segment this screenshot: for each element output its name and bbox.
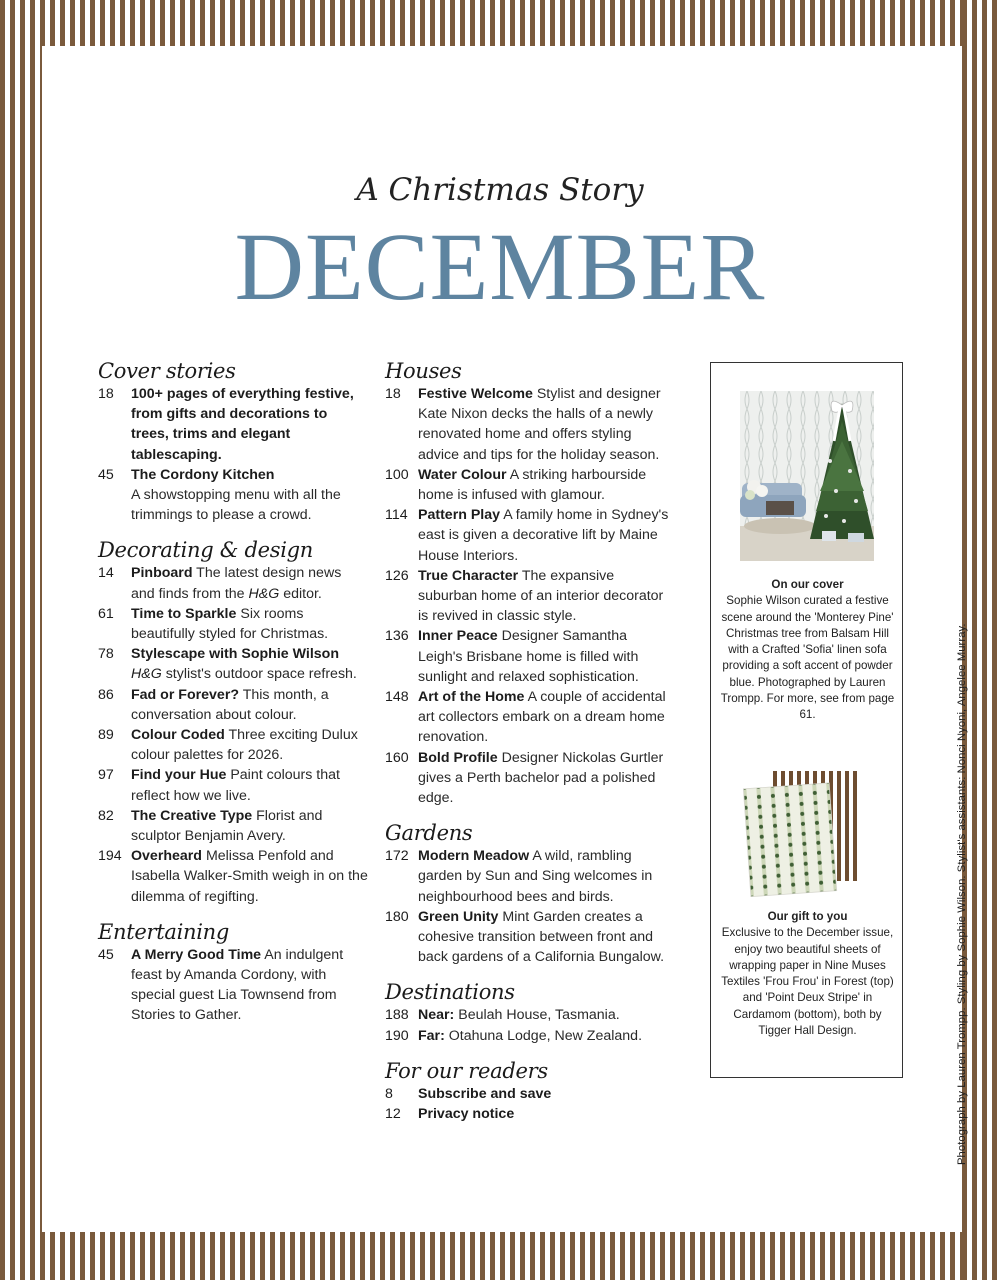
page-number: 100 [385,466,409,483]
entry-head: Art of the Home [418,689,525,706]
list-item[interactable] [385,748,675,809]
entry-body: The latest design news and finds from the [131,565,342,602]
entry-head: Water Colour [418,466,507,483]
entry-head: The Creative Type [131,807,253,824]
top-stripe-border [0,0,1000,46]
entry-body: A wild, rambling garden by Sun and Sing welcomes in neighbourhood bees and birds. [418,848,653,905]
cover-caption-title: On our cover [771,578,844,591]
section-gardens [385,820,675,967]
page-number: 86 [98,686,114,703]
page-number: 14 [98,565,114,582]
section-destinations [385,979,675,1045]
section-title: Decorating & design [98,538,314,563]
page-number: 114 [385,507,408,524]
list-item[interactable] [385,687,675,748]
cover-caption [717,577,898,724]
entry-body: A family home in Sydney's east is given a decorative lift by Maine House Interiors. [418,507,669,564]
entry-head: Colour Coded [131,727,225,744]
list-item[interactable] [385,1026,675,1046]
entry-head: 100+ pages of everything festive, from gifts and decorations to trees, trims and elegant tablescaping. [131,386,354,463]
entry-body: Three exciting Dulux colour palettes for 2026. [131,727,358,764]
entry-body: A couple of accidental art collectors embark on a dream home renovation. [418,689,666,746]
entry-head: Subscribe and save [418,1085,552,1102]
entry-body: Otahuna Lodge, New Zealand. [448,1027,643,1044]
page-number: 45 [98,466,114,483]
page-number: 148 [385,689,409,706]
page-number: 78 [98,646,114,663]
entry-body: stylist's outdoor space refresh. [165,666,357,683]
entry-body: Designer Samantha Leigh's Brisbane home is filled with sunlight and relaxed sophistication. [418,628,639,685]
section-for-our-readers [385,1058,675,1124]
list-item[interactable] [385,626,675,687]
entry-body: An indulgent feast by Amanda Cordony, with special guest Lia Townsend from Stories to Gather. [131,946,344,1024]
entry-head: Stylescape with Sophie Wilson [131,646,339,663]
page-number: 172 [385,848,409,865]
list-item[interactable] [385,384,675,465]
page-number: 8 [385,1085,393,1102]
gift-caption-title: Our gift to you [767,910,848,923]
page-number: 160 [385,749,409,766]
list-item[interactable] [98,563,368,603]
list-item[interactable] [98,725,368,765]
photo-credit: Photograph by Lauren Trompp. Styling by Sophie Wilson. Stylist's assistants: Nonci Nyoni, Angelee Murray. [956,623,968,1165]
page-number: 180 [385,908,409,925]
page-number: 61 [98,605,114,622]
entry-body: The expansive suburban home of an interior decorator is revived in classic style. [418,567,664,625]
gift-caption-text: Exclusive to the December issue, enjoy two beautiful sheets of wrapping paper in Nine Muses Textiles 'Frou Frou' in Forest (top) and 'Point Deux Stripe' in Cardamom (bottom), both by Tigger Hall Design. [721,926,894,1038]
page-number: 136 [385,628,409,645]
list-item[interactable] [385,505,675,566]
magazine-name: H&G [248,585,280,602]
entry-head: Bold Profile [418,749,498,766]
list-item[interactable] [385,566,675,627]
section-title: Gardens [385,821,473,846]
entry-body: editor. [283,585,322,602]
entry-head: Time to Sparkle [131,605,237,622]
section-entertaining [98,919,368,1026]
page-number: 18 [385,386,401,402]
list-item[interactable] [385,907,675,968]
entry-body: A striking harbourside home is infused with glamour. [418,466,647,504]
entry-head: Overheard [131,848,202,865]
entry-head: Green Unity [418,908,499,925]
section-title: For our readers [385,1058,548,1083]
section-cover-stories [98,358,368,525]
page-title: DECEMBER [234,213,766,320]
page-number: 188 [385,1007,409,1024]
entry-head: Find your Hue [131,767,227,784]
page-subtitle: A Christmas Story [356,172,644,208]
magazine-name: H&G [131,666,162,683]
sidebar-box [710,362,903,1078]
section-houses [385,358,675,808]
entry-body: Florist and sculptor Benjamin Avery. [131,807,323,845]
contents-column-middle [385,358,675,1136]
entry-head: Pinboard [131,565,193,582]
christmas-tree-scene-image [740,391,874,561]
section-decorating-design [98,537,368,906]
page-number: 97 [98,767,114,784]
list-item[interactable] [98,384,368,465]
entry-head: The Cordony Kitchen [131,466,275,483]
list-item[interactable] [98,806,368,846]
list-item[interactable] [385,1104,675,1124]
entry-body: Six rooms beautifully styled for Christmas. [131,605,329,643]
cover-caption-text: Sophie Wilson curated a festive scene around the 'Monterey Pine' Christmas tree from Balsam Hill with a Crafted 'Sofia' linen sofa providing a soft accent of powder blue. Photographed by Lauren Trompp. For more, see from page 61. [720,594,895,722]
entry-body: Designer Nickolas Gurtler gives a Perth bachelor pad a polished edge. [418,749,664,807]
contents-column-left [98,358,368,1038]
list-item[interactable] [98,765,368,805]
entry-head: Inner Peace [418,628,498,645]
list-item[interactable] [98,846,368,907]
section-title: Entertaining [98,919,230,944]
list-item[interactable] [98,685,368,725]
list-item[interactable] [98,465,368,526]
list-item[interactable] [98,644,368,684]
page-number: 89 [98,727,114,744]
entry-head: Privacy notice [418,1106,515,1123]
list-item[interactable] [98,604,368,644]
section-title: Destinations [385,980,515,1005]
section-title: Houses [385,359,462,383]
cover-photo [740,391,874,561]
entry-body: Melissa Penfold and Isabella Walker-Smith weigh in on the dilemma of regifting. [131,848,368,905]
entry-body: This month, a conversation about colour. [131,686,329,723]
entry-head: True Character [418,567,519,584]
page-number: 45 [98,946,114,963]
entry-head: Pattern Play [418,507,501,524]
entry-body: Paint colours that reflect how we live. [131,767,340,804]
page-number: 126 [385,567,409,584]
page-number: 12 [385,1106,401,1123]
page-number: 194 [98,848,122,865]
list-item[interactable] [385,846,675,907]
list-item[interactable] [385,465,675,505]
entry-body: Mint Garden creates a cohesive transition between front and back gardens of a California Bungalow. [418,908,665,966]
entry-head: A Merry Good Time [131,946,262,963]
entry-head: Fad or Forever? [131,686,240,703]
page-number: 18 [98,386,114,402]
gift-caption [717,909,898,1039]
page-number: 190 [385,1027,409,1044]
list-item[interactable] [98,945,368,1026]
wrapping-paper-gift-image [741,769,871,899]
entry-body: Stylist and designer Kate Nixon decks the halls of a newly renovated home and offers styling advice and tips for the holiday season. [418,386,661,463]
entry-head: Modern Meadow [418,848,530,865]
entry-head: Far: [418,1027,445,1044]
page-number: 82 [98,807,114,824]
section-title: Cover stories [98,359,236,383]
list-item[interactable] [385,1084,675,1104]
list-item[interactable] [385,1005,675,1025]
entry-body: Beulah House, Tasmania. [458,1007,620,1024]
wrapping-paper-sheets [741,769,871,899]
entry-body: A showstopping menu with all the trimmings to please a crowd. [131,487,341,524]
entry-head: Festive Welcome [418,386,533,402]
bottom-stripe-border [0,1232,1000,1280]
entry-head: Near: [418,1007,455,1024]
